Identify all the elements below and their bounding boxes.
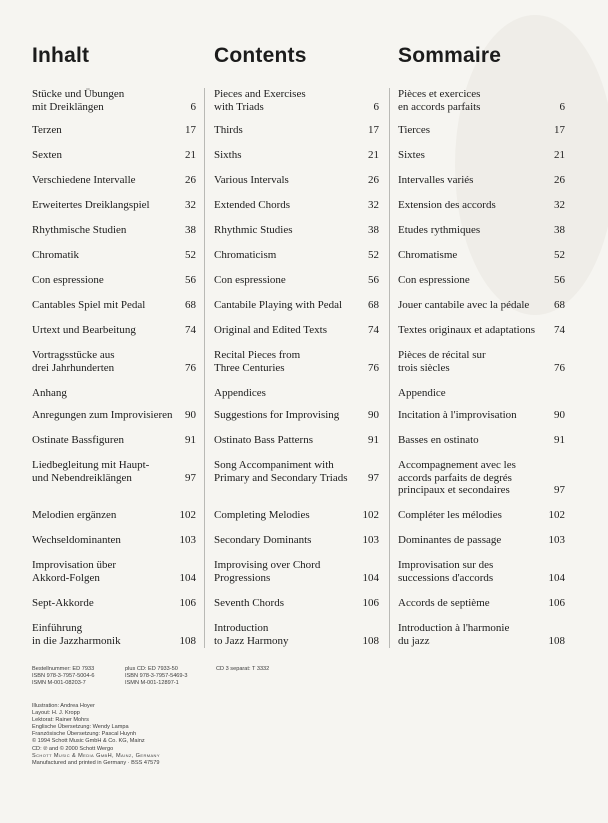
entry-title-line: Textes originaux et adaptations [398, 324, 535, 336]
toc-entry [214, 274, 379, 287]
toc-entry [32, 324, 196, 337]
toc-entry [214, 224, 379, 237]
entry-title-line: Urtext und Bearbeitung [32, 324, 136, 336]
entry-title-line: Extension des accords [398, 199, 496, 211]
credit-line: Illustration: Andrea Hoyer [32, 703, 95, 709]
entry-title-line: Ostinato Bass Patterns [214, 434, 313, 446]
toc-entry [214, 622, 379, 647]
page-number: 106 [179, 597, 196, 609]
column-title: Inhalt [32, 44, 90, 67]
toc-entry [32, 434, 196, 447]
entry-title-line: Introduction à l'harmonie [398, 622, 510, 634]
entry-title-line: Progressions [214, 571, 271, 584]
entry-title-line: Sexten [32, 149, 62, 161]
entry-title-line: Completing Melodies [214, 509, 310, 521]
page-number: 68 [554, 299, 565, 311]
order-number-line: Bestellnummer: ED 7933 [32, 666, 95, 672]
toc-entry [32, 174, 196, 187]
credit-line: CD: ℗ and © 2000 Schott Wergo [32, 745, 114, 752]
page-number: 90 [185, 409, 196, 421]
toc-entry [32, 534, 196, 547]
column-divider [389, 88, 390, 648]
entry-title-line: Pieces and Exercises [214, 88, 306, 100]
column-divider [204, 88, 205, 648]
page-number: 17 [185, 124, 196, 136]
page-number: 103 [362, 534, 379, 546]
page-number: 97 [185, 471, 196, 484]
page-number: 103 [548, 534, 565, 546]
entry-title-line: Extended Chords [214, 199, 291, 211]
page-number: 97 [554, 484, 565, 496]
page-number: 32 [185, 199, 196, 211]
page-number: 52 [185, 249, 196, 261]
toc-entry [398, 387, 565, 400]
toc-entry [214, 88, 379, 113]
entry-title-line: Three Centuries [214, 361, 285, 374]
toc-entry [398, 597, 565, 610]
page-number: 21 [554, 149, 565, 161]
toc-entry [214, 149, 379, 162]
entry-title-line: Terzen [32, 124, 62, 136]
entry-title-line: principaux et secondaires [398, 484, 510, 496]
toc-entry [398, 124, 565, 137]
page-number: 74 [185, 324, 196, 336]
page-number: 74 [554, 324, 565, 336]
entry-title-line: with Triads [214, 100, 264, 113]
entry-title-line: Melodien ergänzen [32, 509, 117, 521]
page-number: 74 [368, 324, 379, 336]
toc-entry [214, 199, 379, 212]
entry-title-line: Chromatik [32, 249, 80, 261]
page-number: 97 [368, 471, 379, 484]
publisher-line: Schott Music & Media GmbH, Mainz, Germany [32, 752, 160, 759]
page-number: 52 [368, 249, 379, 261]
toc-entry [398, 409, 565, 422]
credits-block [32, 703, 160, 767]
toc-entry [214, 534, 379, 547]
toc-entry [32, 459, 196, 484]
entry-title-line: Con espressione [214, 274, 286, 286]
entry-title-line: Rhythmic Studies [214, 224, 293, 236]
column-title: Sommaire [398, 44, 502, 67]
entry-title-line: Stücke und Übungen [32, 88, 125, 100]
toc-entry [32, 249, 196, 262]
entry-title-line: en accords parfaits [398, 100, 481, 113]
page-number: 90 [368, 409, 379, 421]
entry-title-line: Recital Pieces from [214, 349, 301, 361]
order-number-line: ISMN M-001-08203-7 [32, 680, 86, 687]
toc-entry [32, 559, 196, 584]
toc-entry [214, 324, 379, 337]
page-number: 76 [554, 361, 565, 374]
entry-title-line: Chromaticism [214, 249, 277, 261]
entry-title-line: Anhang [32, 387, 67, 399]
toc-entry [398, 349, 565, 374]
page-number: 56 [554, 274, 565, 286]
page-number: 108 [179, 634, 196, 647]
page-number: 104 [548, 571, 565, 584]
toc-entry [398, 274, 565, 287]
entry-title-line: Compléter les mélodies [398, 509, 502, 521]
entry-title-line: und Nebendreiklängen [32, 471, 132, 484]
entry-title-line: Dominantes de passage [398, 534, 502, 546]
page-number: 68 [185, 299, 196, 311]
page-number: 103 [179, 534, 196, 546]
entry-title-line: Song Accompaniment with [214, 459, 334, 471]
page-number: 38 [185, 224, 196, 236]
toc-entry [32, 299, 196, 312]
entry-title-line: Intervalles variés [398, 174, 474, 186]
entry-title-line: Incitation à l'improvisation [398, 409, 517, 421]
toc-entry [398, 224, 565, 237]
page-number: 76 [185, 361, 196, 374]
page-number: 68 [368, 299, 379, 311]
page-number: 91 [368, 434, 379, 446]
page-number: 6 [190, 100, 196, 113]
toc-entry [214, 349, 379, 374]
credit-line: Französische Übersetzung: Pascal Huynh [32, 731, 137, 738]
entry-title-line: Erweitertes Dreiklangspiel [32, 199, 150, 211]
entry-title-line: Ostinate Bassfiguren [32, 434, 124, 446]
page-number: 17 [554, 124, 565, 136]
entry-title-line: successions d'accords [398, 571, 494, 584]
entry-title-line: Primary and Secondary Triads [214, 471, 348, 484]
entry-title-line: Sixths [214, 149, 242, 161]
entry-title-line: Con espressione [32, 274, 104, 286]
page-number: 90 [554, 409, 565, 421]
entry-title-line: Original and Edited Texts [214, 324, 327, 336]
page-number: 106 [548, 597, 565, 609]
entry-title-line: Basses en ostinato [398, 434, 479, 446]
toc-entry [214, 174, 379, 187]
toc-entry [214, 299, 379, 312]
toc-entry [32, 409, 196, 422]
page-number: 21 [185, 149, 196, 161]
column-title: Contents [214, 44, 307, 67]
entry-title-line: Sept-Akkorde [32, 597, 94, 609]
entry-title-line: Pièces de récital sur [398, 349, 486, 361]
toc-entry [32, 387, 196, 400]
entry-title-line: du jazz [398, 634, 430, 647]
page-number: 52 [554, 249, 565, 261]
toc-entry [214, 409, 379, 422]
entry-title-line: Improvising over Chord [214, 559, 321, 571]
entry-title-line: Improvisation über [32, 559, 117, 571]
order-numbers-cd3 [216, 666, 269, 673]
toc-entry [32, 597, 196, 610]
toc-entry [214, 434, 379, 447]
entry-title-line: Accompagnement avec les [398, 459, 516, 471]
toc-entry [32, 274, 196, 287]
entry-title-line: Suggestions for Improvising [214, 409, 340, 421]
entry-title-line: Chromatisme [398, 249, 458, 261]
toc-entry [398, 249, 565, 262]
toc-entry [398, 559, 565, 584]
entry-title-line: in die Jazzharmonik [32, 634, 121, 647]
page-number: 32 [368, 199, 379, 211]
entry-title-line: Liedbegleitung mit Haupt- [32, 459, 150, 471]
page-number: 21 [368, 149, 379, 161]
page-number: 38 [368, 224, 379, 236]
toc-entry [398, 622, 565, 647]
toc-entry [398, 174, 565, 187]
page-number: 108 [362, 634, 379, 647]
toc-entry [32, 622, 196, 647]
entry-title-line: Etudes rythmiques [398, 224, 481, 236]
toc-entry [32, 149, 196, 162]
toc-entry [32, 349, 196, 374]
toc-entry [214, 597, 379, 610]
entry-title-line: Tierces [398, 124, 430, 136]
page-number: 26 [368, 174, 379, 186]
page-number: 38 [554, 224, 565, 236]
order-numbers-german [32, 666, 95, 687]
entry-title-line: Rhythmische Studien [32, 224, 127, 236]
toc-entry [398, 149, 565, 162]
entry-title-line: drei Jahrhunderten [32, 361, 115, 374]
entry-title-line: to Jazz Harmony [214, 634, 289, 647]
entry-title-line: Seventh Chords [214, 597, 284, 609]
entry-title-line: Appendices [214, 387, 266, 399]
toc-entry [398, 199, 565, 212]
entry-title-line: mit Dreiklängen [32, 100, 104, 113]
entry-title-line: Jouer cantabile avec la pédale [398, 299, 530, 311]
page-number: 104 [179, 571, 196, 584]
page-number: 17 [368, 124, 379, 136]
page-number: 26 [554, 174, 565, 186]
toc-entry [214, 459, 379, 484]
credit-line: Manufactured and printed in Germany · BSS 47579 [32, 759, 160, 766]
page-number: 102 [548, 509, 565, 521]
page-number: 32 [554, 199, 565, 211]
toc-entry [398, 459, 565, 497]
order-numbers-cd [125, 666, 188, 687]
toc-entry [32, 199, 196, 212]
credit-line: Englische Übersetzung: Wendy Lampa [32, 724, 129, 731]
entry-title-line: Con espressione [398, 274, 470, 286]
toc-entry [398, 299, 565, 312]
entry-title-line: Thirds [214, 124, 243, 136]
page-number: 102 [179, 509, 196, 521]
page-number: 56 [368, 274, 379, 286]
page-number: 106 [362, 597, 379, 609]
toc-entry [32, 88, 196, 113]
toc-entry [398, 88, 565, 113]
entry-title-line: Vortragsstücke aus [32, 349, 115, 361]
credit-line: Lektorat: Rainer Mohrs [32, 717, 89, 724]
entry-title-line: Appendice [398, 387, 446, 399]
entry-title-line: Improvisation sur des [398, 559, 494, 571]
toc-entry [398, 434, 565, 447]
toc-entry [32, 124, 196, 137]
entry-title-line: Wechseldominanten [32, 534, 121, 546]
order-number-line: CD 3 separat: T 3332 [216, 666, 270, 672]
entry-title-line: accords parfaits de degrés [398, 471, 512, 484]
page-number: 76 [368, 361, 379, 374]
entry-title-line: Secondary Dominants [214, 534, 312, 546]
toc-entry [398, 534, 565, 547]
entry-title-line: Akkord-Folgen [32, 571, 100, 584]
order-number-line: ISMN M-001-12897-1 [125, 680, 179, 687]
entry-title-line: Various Intervals [214, 174, 289, 186]
order-number-line: plus CD: ED 7933-50 [125, 666, 178, 672]
toc-entry [214, 387, 379, 400]
page-number: 6 [373, 100, 379, 113]
toc-entry [214, 124, 379, 137]
page-number: 102 [362, 509, 379, 521]
entry-title-line: Accords de septième [398, 597, 490, 609]
page-number: 56 [185, 274, 196, 286]
entry-title-line: Pièces et exercices [398, 88, 481, 100]
page-number: 104 [362, 571, 379, 584]
entry-title-line: Einführung [32, 622, 83, 634]
entry-title-line: Sixtes [398, 149, 425, 161]
credit-line: Layout: H. J. Kropp [32, 710, 80, 717]
page-number: 26 [185, 174, 196, 186]
entry-title-line: Anregungen zum Improvisieren [32, 409, 173, 421]
toc-entry [214, 559, 379, 584]
toc-entry [214, 249, 379, 262]
page-number: 91 [185, 434, 196, 446]
order-number-line: ISBN 978-3-7957-5004-6 [32, 673, 95, 680]
toc-entry [398, 324, 565, 337]
entry-title-line: Cantabile Playing with Pedal [214, 299, 343, 311]
entry-title-line: Introduction [214, 622, 269, 634]
credit-line: © 1994 Schott Music GmbH & Co. KG, Mainz [32, 738, 145, 745]
page-number: 108 [548, 634, 565, 647]
entry-title-line: Verschiedene Intervalle [32, 174, 136, 186]
entry-title-line: trois siècles [398, 361, 450, 374]
entry-title-line: Cantables Spiel mit Pedal [32, 299, 146, 311]
page-number: 91 [554, 434, 565, 446]
order-number-line: ISBN 978-3-7957-5469-3 [125, 673, 188, 680]
toc-entry [32, 509, 196, 522]
page-number: 6 [559, 100, 565, 113]
toc-entry [398, 509, 565, 522]
toc-entry [32, 224, 196, 237]
toc-entry [214, 509, 379, 522]
